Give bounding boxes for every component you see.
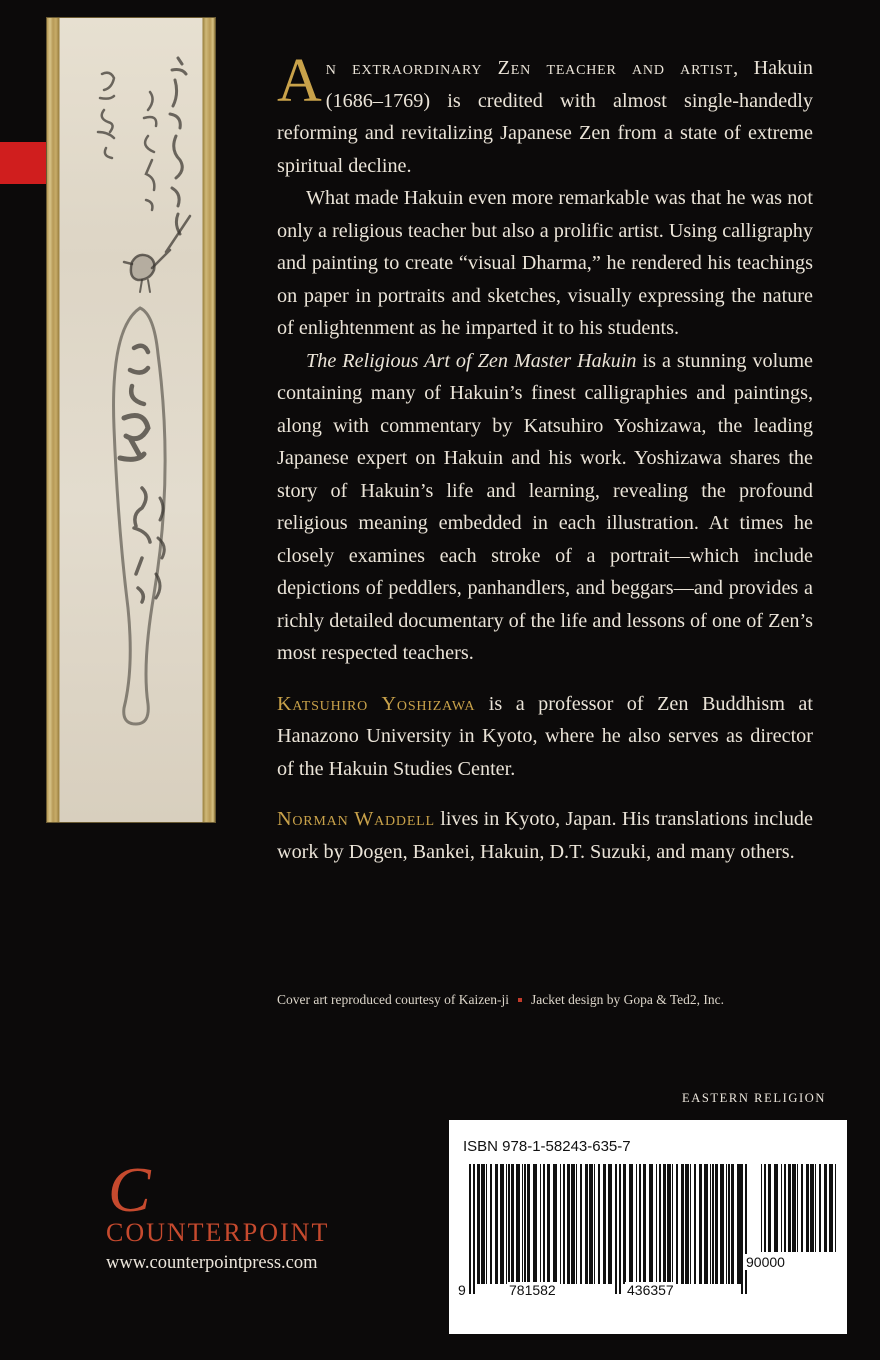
barcode-digits-right: 436357 <box>627 1282 674 1298</box>
barcode-digit-lead: 9 <box>458 1282 466 1298</box>
design-credits <box>277 992 724 1008</box>
description-text <box>277 47 814 868</box>
author-bio-text: is a professor of Zen Buddhism at Hanazono University in Kyoto, where he also serves as director of the Hakuin Studies Center. <box>277 692 814 780</box>
price-code: 90000 <box>746 1254 785 1270</box>
paragraph-artist: What made Hakuin even more remarkable was that he was not only a religious teacher but also a prolific artist. Using calligraphy and painting to create “visual Dharma,” he rendered his teachings on paper in portraits and sketches, visually expressing the nature of enlightenment as he imparted it to his students. <box>277 187 813 339</box>
drop-cap: A <box>277 47 322 115</box>
barcode-digits-left: 781582 <box>509 1282 556 1298</box>
jacket-design-credit: Jacket design by Gopa & Ted2, Inc. <box>531 992 725 1007</box>
translator-name: Norman Waddell <box>277 808 435 830</box>
barcode-bars <box>449 1120 847 1334</box>
cover-art-credit: Cover art reproduced courtesy of Kaizen-ji <box>277 992 510 1007</box>
publisher-logo: C <box>108 1154 151 1225</box>
red-spine-tab <box>0 142 46 184</box>
book-summary: is a stunning volume containing many of Hakuin’s finest calligraphies and paintings, along with commentary by Katsuhiro Yoshizawa, the leading Japanese expert on Hakuin and his work. Yoshizawa shares the story of Hakuin’s life and learning, revealing the profound religious meaning embedded in each illustration. At times he closely examines each stroke of a portrait—which include depictions of peddlers, panhandlers, and beggars—and provides a richly detailed documentary of the life and lessons of one of Zen’s most respected teachers. <box>277 349 813 664</box>
scroll-calligraphy-painting <box>60 18 202 822</box>
intro-rest: Hakuin (1686–1769) is credited with almost single-handedly reforming and revitalizing Japanese Zen from a state of extreme spiritual decline. <box>277 57 813 177</box>
publisher-website: www.counterpointpress.com <box>106 1253 318 1273</box>
author-bio <box>277 688 813 786</box>
hanging-scroll-image <box>47 18 215 822</box>
separator-dot <box>518 998 522 1002</box>
isbn-number: ISBN 978-1-58243-635-7 <box>463 1138 631 1155</box>
book-title: The Religious Art of Zen Master Hakuin <box>306 349 637 372</box>
category-label: EASTERN RELIGION <box>682 1091 826 1105</box>
translator-bio-text: lives in Kyoto, Japan. His translations include work by Dogen, Bankei, Hakuin, D.T. Suzuki, and many others. <box>277 808 813 863</box>
publisher-name: COUNTERPOINT <box>106 1218 330 1247</box>
paragraph-book <box>277 345 813 670</box>
translator-bio <box>277 803 813 868</box>
barcode-panel <box>449 1120 847 1334</box>
paragraph-intro <box>277 47 813 182</box>
author-name: Katsuhiro Yoshizawa <box>277 692 476 715</box>
intro-lead: n extraordinary Zen teacher and artist, <box>325 57 739 79</box>
